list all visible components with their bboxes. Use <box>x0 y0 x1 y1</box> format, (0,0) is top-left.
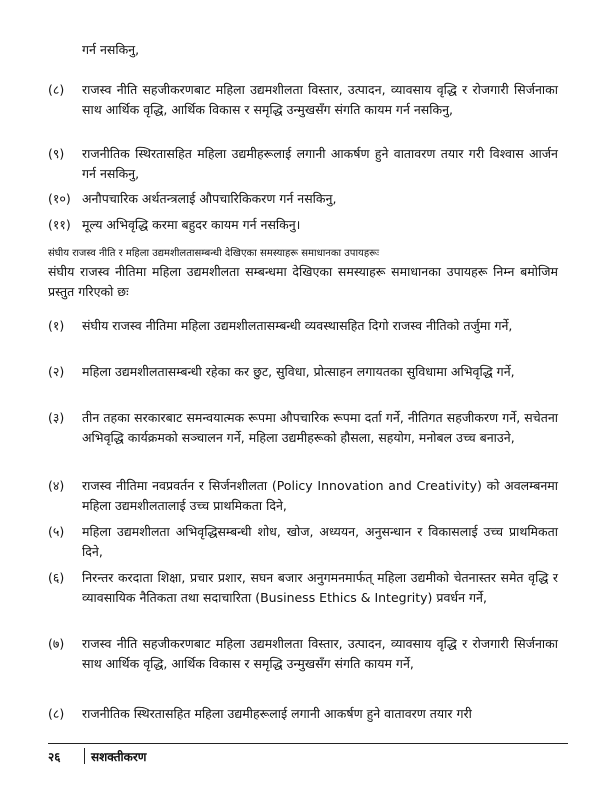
item-text: महिला उद्यमशीलता अभिवृद्धिसम्बन्धी शोध, खोज, अध्ययन, अनुसन्धान र विकासलाई उच्च प्राथमिकता दिने, <box>82 524 558 559</box>
list-item <box>48 704 558 724</box>
item-number: (८) <box>48 706 65 721</box>
list-item <box>48 316 558 362</box>
item-text: राजनीतिक स्थिरतासहित महिला उद्यमीहरूलाई लगानी आकर्षण हुने वातावरण तयार गरी विश्वास आर्जन गर्न नसकिनु, <box>82 146 558 181</box>
list-item <box>48 476 558 522</box>
page-footer <box>48 747 146 765</box>
item-number: (३) <box>48 410 65 425</box>
item-number: (८) <box>48 82 65 97</box>
list-item <box>48 80 558 144</box>
list-item <box>48 522 558 568</box>
item-number: (४) <box>48 478 65 493</box>
footer-separator <box>84 748 85 764</box>
list-item <box>48 408 558 476</box>
item-number: (९) <box>48 146 65 161</box>
item-number: (७) <box>48 636 65 651</box>
item-text: राजस्व नीति सहजीकरणबाट महिला उद्यमशीलता विस्तार, उत्पादन, व्यावसाय वृद्धि र रोजगारी सिर्जनाका साथ आर्थिक वृद्धि, आर्थिक विकास र समृद्धि उन्मुखसँग संगति कायम गर्ने, <box>82 636 558 671</box>
item-text: निरन्तर करदाता शिक्षा, प्रचार प्रशार, सघन बजार अनुगमनमार्फत् महिला उद्यमीको चेतनास्तर समेत वृद्धि र व्यावसायिक नैतिकता तथा सदाचारिता (Business Ethics & Integrity) प्रवर्धन गर्ने, <box>82 570 558 605</box>
item-text: राजस्व नीति सहजीकरणबाट महिला उद्यमशीलता विस्तार, उत्पादन, व्यावसाय वृद्धि र रोजगारी सिर्जनाका साथ आर्थिक वृद्धि, आर्थिक विकास र समृद्धि उन्मुखसँग संगति कायम गर्न नसकिनु, <box>82 82 558 117</box>
item-number: (११) <box>48 217 71 232</box>
item-text: संघीय राजस्व नीतिमा महिला उद्यमशीलतासम्बन्धी व्यवस्थासहित दिगो राजस्व नीतिको तर्जुमा गर्ने, <box>82 318 513 333</box>
item-number: (२) <box>48 364 65 379</box>
item-text: मूल्य अभिवृद्धि करमा बहुदर कायम गर्न नसकिनु। <box>82 217 301 232</box>
list-item <box>48 215 558 239</box>
section-heading: संघीय राजस्व नीति र महिला उद्यमशीलतासम्बन्धी देखिएका समस्याहरू समाधानका उपायहरूः <box>48 248 379 259</box>
list-item <box>48 568 558 634</box>
item-number: (६) <box>48 570 65 585</box>
item-number: (१०) <box>48 191 71 206</box>
continuation-text: गर्न नसकिनु, <box>82 42 140 57</box>
problem-list <box>48 80 558 239</box>
item-number: (१) <box>48 318 65 333</box>
page-number: २६ <box>48 749 61 764</box>
item-text: राजस्व नीतिमा नवप्रवर्तन र सिर्जनशीलता (Policy Innovation and Creativity) को अवलम्बनमा महिला उद्यमशीलतालाई उच्च प्राथमिकता दिने, <box>82 478 558 513</box>
publication-title: सशक्तीकरण <box>91 749 147 764</box>
item-text: राजनीतिक स्थिरतासहित महिला उद्यमीहरूलाई लगानी आकर्षण हुने वातावरण तयार गरी <box>82 706 472 721</box>
item-text: तीन तहका सरकारबाट समन्वयात्मक रूपमा औपचारिक रूपमा दर्ता गर्ने, नीतिगत सहजीकरण गर्ने, सचेतना अभिवृद्धि कार्यक्रमको सञ्चालन गर्ने, महिला उद्यमीहरूको हौसला, सहयोग, मनोबल उच्च बनाउने, <box>82 410 558 445</box>
item-text: अनौपचारिक अर्थतन्त्रलाई औपचारिकिकरण गर्न नसकिनु, <box>82 191 337 206</box>
intro-paragraph: संघीय राजस्व नीतिमा महिला उद्यमशीलता सम्बन्धमा देखिएका समस्याहरू समाधानका उपायहरू निम्न बमोजिम प्रस्तुत गरिएको छः <box>48 264 558 299</box>
footer-divider <box>48 743 568 744</box>
list-item <box>48 634 558 704</box>
list-item <box>48 189 558 215</box>
item-text: महिला उद्यमशीलतासम्बन्धी रहेका कर छुट, सुविधा, प्रोत्साहन लगायतका सुविधामा अभिवृद्धि गर्ने, <box>82 364 515 379</box>
item-number: (५) <box>48 524 65 539</box>
solution-list <box>48 316 558 724</box>
list-item <box>48 362 558 408</box>
list-item <box>48 144 558 189</box>
